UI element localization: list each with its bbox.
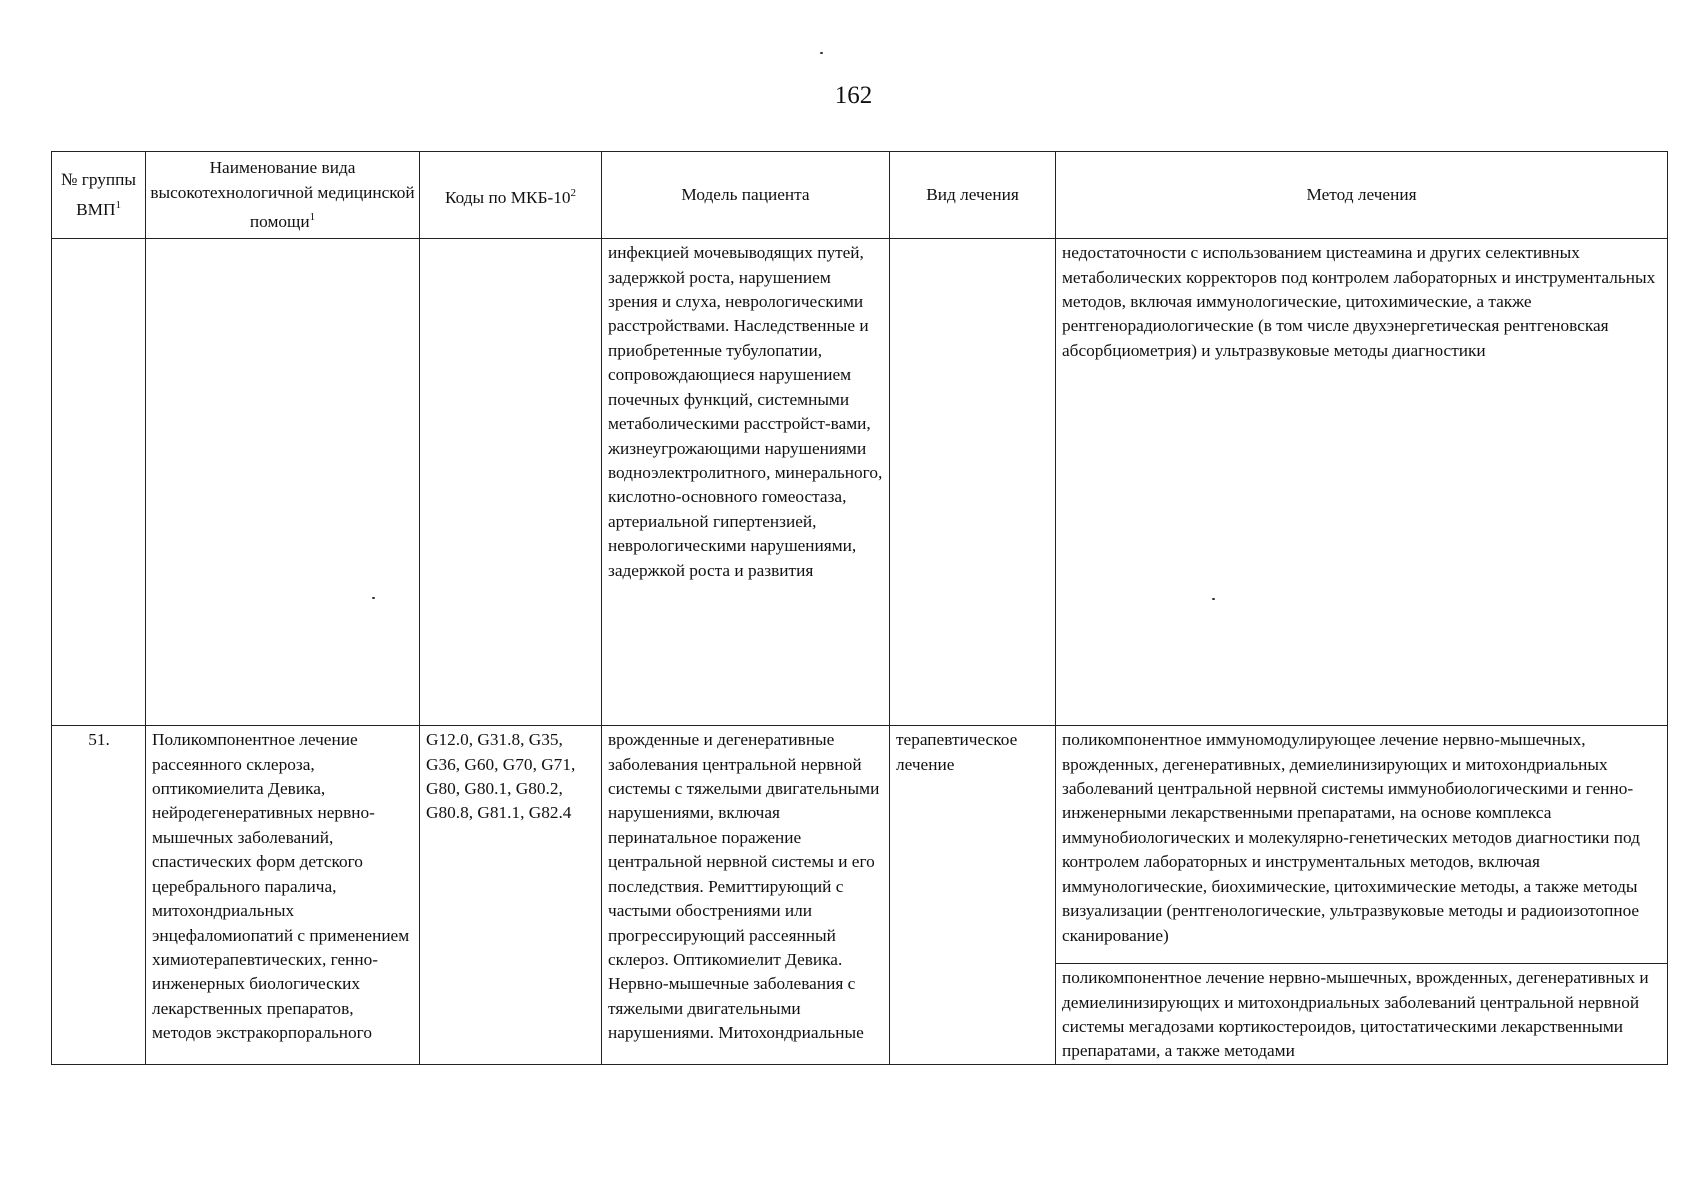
cell-type-name xyxy=(146,239,420,726)
header-group-no: № группы ВМП$^1$ xyxy=(52,152,146,239)
scan-speck xyxy=(820,52,823,54)
cell-icd-codes: G12.0, G31.8, G35, G36, G60, G70, G71, G80, G80.1, G80.2, G80.8, G81.1, G82.4 xyxy=(420,726,602,1065)
table-row xyxy=(52,726,1668,1065)
scan-speck xyxy=(372,597,375,599)
treatment-table xyxy=(51,151,1668,1065)
cell-group-no: 51. xyxy=(52,726,146,1065)
cell-type-name: Поликомпонентное лечение рассеянного склероза, оптикомиелита Девика, нейродегенеративных нервно-мышечных заболеваний, спастических форм детского церебрального паралича, митохондриальных энцефаломиопатий с применением химиотерапевтических, генно-инженерных биологических лекарственных препаратов, методов экстракорпорального xyxy=(146,726,420,1065)
cell-treatment-method xyxy=(1056,726,1668,1065)
cell-group-no xyxy=(52,239,146,726)
page-number: 162 xyxy=(834,82,873,109)
header-type-name: Наименование вида высокотехнологичной медицинской помощи$^1$ xyxy=(146,152,420,239)
table-row xyxy=(52,239,1668,726)
table-header-row xyxy=(52,152,1668,239)
header-treatment-method: Метод лечения xyxy=(1056,152,1668,239)
cell-treatment-type xyxy=(890,239,1056,726)
cell-patient-model: врожденные и дегенеративные заболевания центральной нервной системы с тяжелыми двигательными нарушениями, включая перинатальное поражение центральной нервной системы и его последствия. Ремиттирующий с частыми обострениями или прогрессирующий рассеянный склероз. Оптикомиелит Девика. Нервно-мышечные заболевания с тяжелыми двигательными нарушениями. Митохондриальные xyxy=(602,726,890,1065)
scan-speck xyxy=(1212,598,1215,600)
cell-treatment-type: терапевтическое лечение xyxy=(890,726,1056,1065)
header-icd-codes: Коды по МКБ-$10^2$ xyxy=(420,152,602,239)
treatment-method-1: поликомпонентное иммуномодулирующее лечение нервно-мышечных, врожденных, дегенеративных, демиелинизирующих и митохондриальных заболеваний центральной нервной системы иммунобиологическими и генно-инженерными лекарственными препаратами, на основе комплекса иммунобиологических и молекулярно-генетических методов диагностики под контролем лабораторных и инструментальных методов, включая иммунологические, биохимические, цитохимические методы, а также методы визуализации (рентгенологические, ультразвуковые методы и радиоизотопное сканирование) xyxy=(1056,726,1667,964)
header-treatment-type: Вид лечения xyxy=(890,152,1056,239)
cell-treatment-method: недостаточности с использованием цистеамина и других селективных метаболических корректоров под контролем лабораторных и инструментальных методов, включая иммунологические, цитохимические, а также рентгенорадиологические (в том числе двухэнергетическая рентгеновская абсорбциометрия) и ультразвуковые методы диагностики xyxy=(1056,239,1668,726)
treatment-method-2: поликомпонентное лечение нервно-мышечных, врожденных, дегенеративных и демиелинизирующих и митохондриальных заболеваний центральной нервной системы мегадозами кортикостероидов, цитостатическими лекарственными препаратами, а также методами xyxy=(1062,968,1649,1061)
cell-icd-codes xyxy=(420,239,602,726)
cell-patient-model: инфекцией мочевыводящих путей, задержкой роста, нарушением зрения и слуха, неврологическими расстройствами. Наследственные и приобретенные тубулопатии, сопровождающиеся нарушением почечных функций, системными метаболическими расстройст-вами, жизнеугрожающими нарушениями водноэлектролитного, минерального, кислотно-основного гомеостаза, артериальной гипертензией, неврологическими нарушениями, задержкой роста и развития xyxy=(602,239,890,726)
header-patient-model: Модель пациента xyxy=(602,152,890,239)
